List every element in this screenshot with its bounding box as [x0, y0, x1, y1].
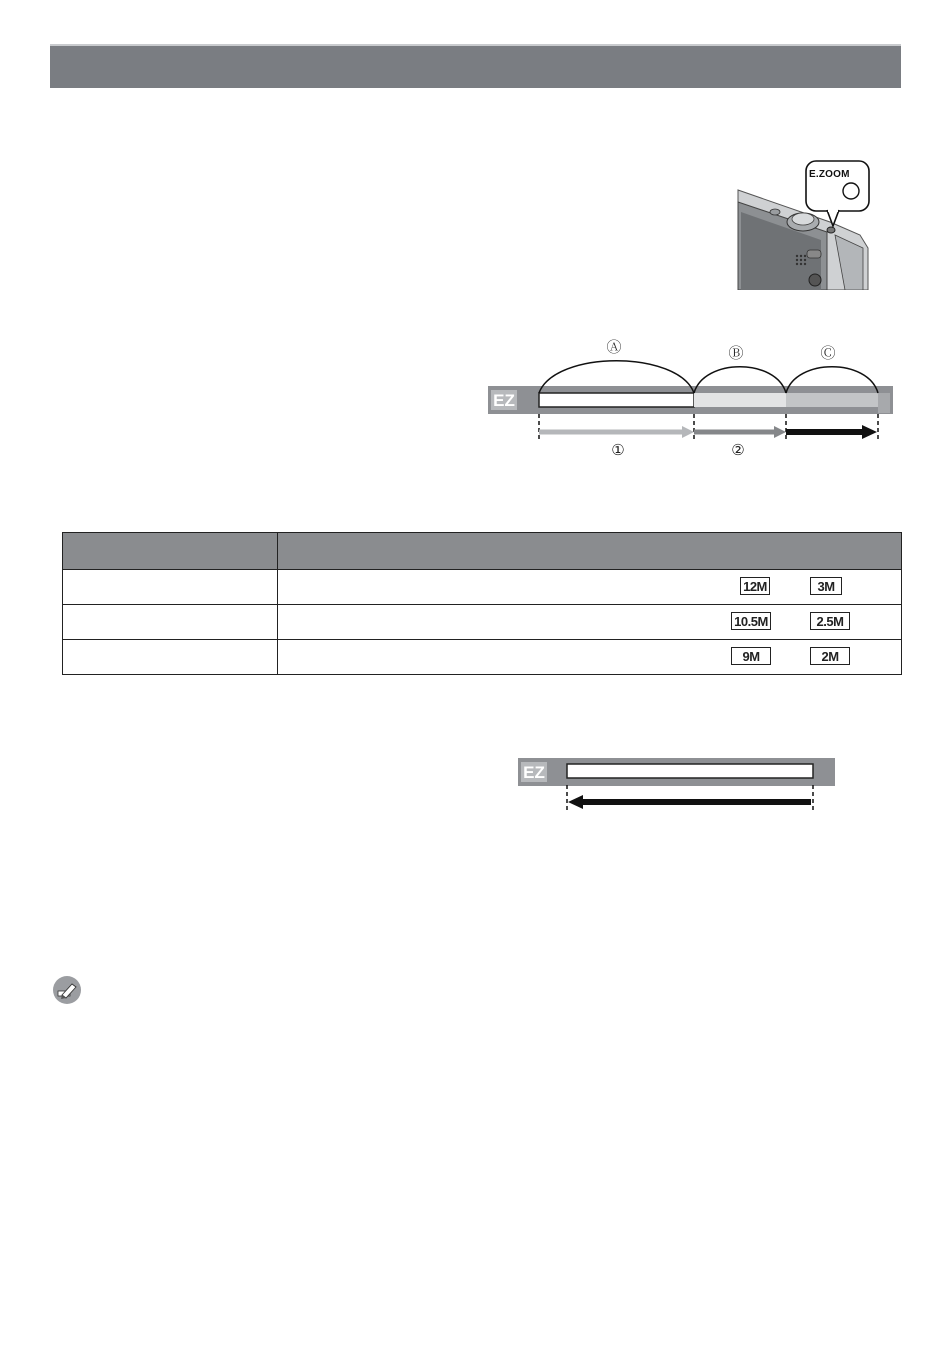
ez-badge-text: EZ [493, 391, 515, 410]
picture-size-icon: 2.5M [810, 612, 850, 630]
picture-size-table [62, 532, 902, 675]
zoom-range-svg [470, 330, 900, 460]
table-cell [278, 570, 902, 605]
picture-size-icon: 10.5M [731, 612, 771, 630]
picture-size-icon: 2M [810, 647, 850, 665]
table-row [63, 570, 902, 605]
return-zoom-svg [515, 757, 840, 817]
camera-illustration [735, 160, 870, 290]
table-cell [278, 640, 902, 675]
table-row [63, 640, 902, 675]
zoom-segment-b [694, 393, 786, 407]
table-cell [63, 570, 278, 605]
table-header-cell [63, 533, 278, 570]
table-cell [63, 640, 278, 675]
step-label-1: ① [611, 441, 625, 459]
table-row [63, 605, 902, 640]
note-pencil-icon [53, 976, 81, 1004]
picture-size-icon: 3M [810, 577, 842, 595]
picture-size-icon: 12M [740, 577, 770, 595]
step-label-2: ② [731, 441, 745, 459]
section-header-bar [50, 44, 901, 88]
range-label-b: Ⓑ [728, 344, 744, 362]
table-header-cell [278, 533, 902, 570]
table-cell [63, 605, 278, 640]
table-cell [278, 605, 902, 640]
zoom-segment-c [786, 393, 878, 407]
zoom-segment-a [539, 393, 694, 407]
picture-size-icon: 9M [731, 647, 771, 665]
range-label-a: Ⓐ [606, 338, 622, 356]
ezoom-button-label: E.ZOOM [809, 169, 850, 180]
range-label-c: Ⓒ [820, 344, 836, 362]
table-header-row [63, 533, 902, 570]
return-zoom-diagram [515, 757, 840, 817]
zoom-segment [567, 764, 813, 778]
camera-drawing [735, 160, 870, 290]
extended-zoom-diagram [470, 330, 900, 460]
ez-badge-text: EZ [523, 763, 545, 782]
